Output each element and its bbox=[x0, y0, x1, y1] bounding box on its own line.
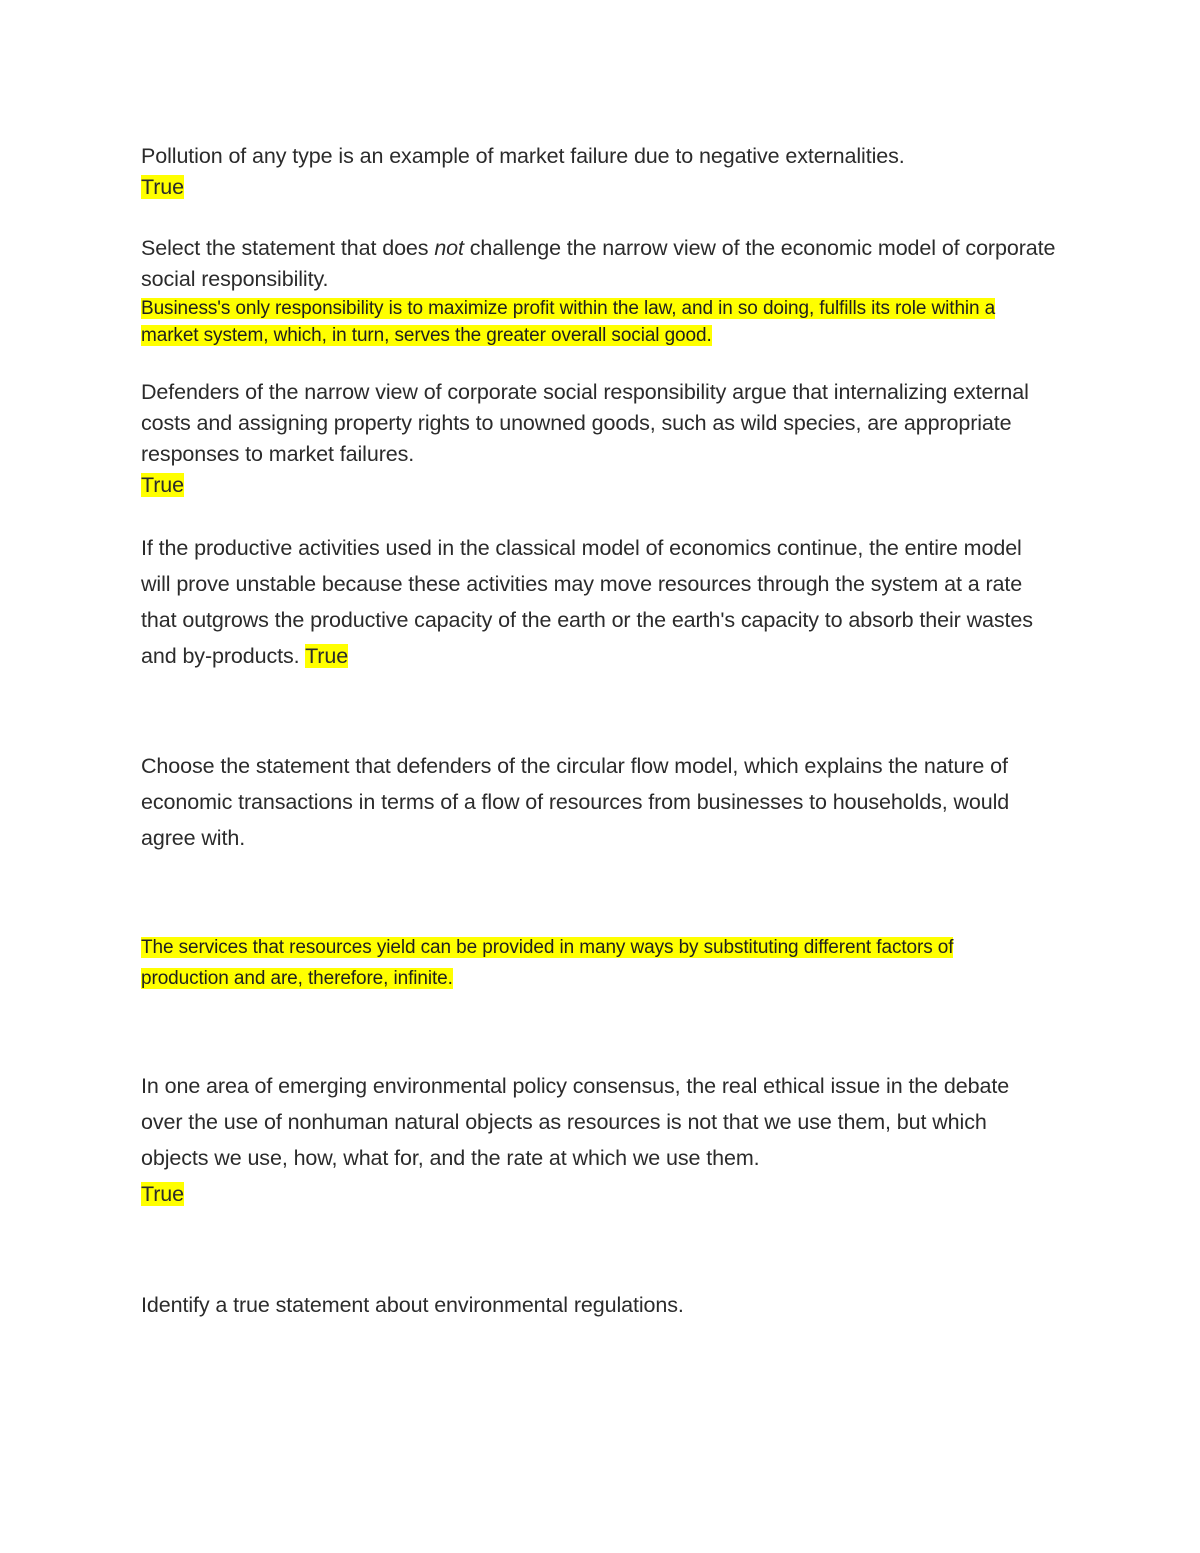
question-5-text: Choose the statement that defenders of the circular flow model, which explains the nature of economic transactions in terms of a flow of resources from businesses to households, would agree with. bbox=[141, 754, 1010, 850]
answer-1-highlight: True bbox=[141, 175, 185, 199]
question-1-text: Pollution of any type is an example of market failure due to negative externalities. bbox=[141, 144, 905, 168]
answer-5 bbox=[141, 932, 1026, 994]
answer-6-highlight: True bbox=[141, 1182, 185, 1206]
question-7-text: Identify a true statement about environmental regulations. bbox=[141, 1293, 684, 1317]
question-4-text: If the productive activities used in the classical model of economics continue, the entire model will prove unstable because these activities may move resources through the system at a rate that outgrows the productive capacity of the earth or the earth's capacity to absorb their wastes and by-products. bbox=[141, 536, 1033, 668]
question-6 bbox=[141, 1068, 1041, 1212]
question-7 bbox=[141, 1287, 1061, 1323]
question-3 bbox=[141, 377, 1061, 501]
question-2-text-pre: Select the statement that does bbox=[141, 236, 435, 260]
answer-2 bbox=[141, 295, 1021, 349]
question-2 bbox=[141, 233, 1061, 295]
question-4 bbox=[141, 530, 1041, 674]
question-2-emphasis: not bbox=[434, 236, 464, 260]
question-6-text: In one area of emerging environmental policy consensus, the real ethical issue in the debate over the use of nonhuman natural objects as resources is not that we use them, but which objects we use, how, what for, and the rate at which we use them. bbox=[141, 1074, 1010, 1170]
question-1 bbox=[141, 141, 1061, 203]
question-2-text-post: challenge the narrow view of the economic model of corporate social responsibility. bbox=[141, 236, 1056, 291]
question-5 bbox=[141, 748, 1021, 856]
answer-3-highlight: True bbox=[141, 473, 185, 497]
question-3-text: Defenders of the narrow view of corporate social responsibility argue that internalizing external costs and assigning property rights to unowned goods, such as wild species, are appropriate responses to market failures. bbox=[141, 380, 1029, 466]
answer-4-highlight: True bbox=[305, 644, 349, 668]
answer-2-highlight: Business's only responsibility is to maximize profit within the law, and in so doing, fulfills its role within a market system, which, in turn, serves the greater overall social good. bbox=[141, 298, 996, 346]
answer-5-highlight: The services that resources yield can be provided in many ways by substituting different factors of production and are, therefore, infinite. bbox=[141, 937, 954, 989]
